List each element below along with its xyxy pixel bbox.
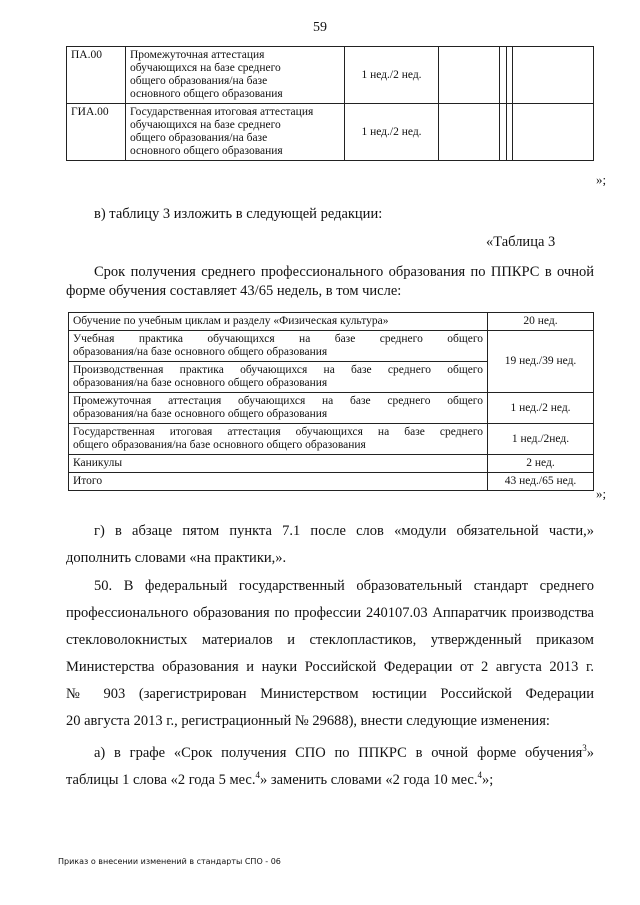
footnote-mark: 3 bbox=[582, 743, 587, 753]
table-1-closing-quote: »; bbox=[596, 172, 607, 187]
paragraph-50-line: Министерства образования и науки Российской Федерации от 2 августа 2013 г. bbox=[66, 659, 594, 675]
row-name-line: основного общего образования bbox=[130, 145, 283, 157]
empty-cell bbox=[500, 47, 507, 104]
page-number: 59 bbox=[313, 20, 327, 35]
row-duration: 1 нед./2 нед. bbox=[345, 47, 439, 104]
row-name-line: обучающихся на базе среднего bbox=[130, 62, 281, 74]
table-row bbox=[69, 313, 594, 331]
paragraph-v: в) таблицу 3 изложить в следующей редакции: bbox=[94, 206, 383, 222]
row-value: 2 нед. bbox=[488, 455, 594, 473]
table-row bbox=[69, 393, 594, 424]
table-row bbox=[69, 331, 594, 362]
row-name-line: обучающихся на базе среднего bbox=[130, 119, 281, 131]
row-value: 43 нед./65 нед. bbox=[488, 473, 594, 491]
table-1-fragment bbox=[66, 46, 594, 161]
empty-cell bbox=[439, 47, 500, 104]
paragraph-50-line: стекловолокнистых материалов и стеклопластиков, утвержденный приказом bbox=[66, 632, 594, 648]
row-name-line: Государственная итоговая аттестация bbox=[130, 106, 314, 118]
table-row bbox=[69, 455, 594, 473]
table-row bbox=[67, 104, 594, 161]
paragraph-a-text: »; bbox=[481, 771, 494, 788]
row-label-line: образования/на базе основного общего образования bbox=[73, 408, 328, 420]
row-label-line: образования/на базе основного общего образования bbox=[73, 377, 328, 389]
row-label-line: Производственная практика обучающихся на базе среднего общего bbox=[73, 364, 483, 376]
row-label-line: общего образования/на базе основного общего образования bbox=[73, 439, 366, 451]
paragraph-50-line: 50. В федеральный государственный образовательный стандарт среднего bbox=[94, 578, 594, 594]
empty-cell bbox=[513, 47, 594, 104]
row-label bbox=[69, 331, 488, 362]
row-label bbox=[69, 424, 488, 455]
row-label-line: Государственная итоговая аттестация обучающихся на базе среднего bbox=[73, 426, 483, 438]
row-name bbox=[126, 104, 345, 161]
row-value: 19 нед./39 нед. bbox=[488, 331, 594, 393]
row-value: 20 нед. bbox=[488, 313, 594, 331]
row-code: ПА.00 bbox=[67, 47, 126, 104]
paragraph-a-text: таблицы 1 слова «2 года 5 мес. bbox=[66, 771, 256, 788]
row-value: 1 нед./2 нед. bbox=[488, 393, 594, 424]
row-label-line: Учебная практика обучающихся на базе среднего общего bbox=[73, 333, 483, 345]
paragraph-50-line: 20 августа 2013 г., регистрационный № 29688), внести следующие изменения: bbox=[66, 713, 550, 729]
paragraph-g-line-2: дополнить словами «на практики,». bbox=[66, 550, 287, 566]
row-label bbox=[69, 393, 488, 424]
row-label-line: образования/на базе основного общего образования bbox=[73, 346, 328, 358]
row-label-line: Промежуточная аттестация обучающихся на базе среднего общего bbox=[73, 395, 483, 407]
paragraph-a-text: а) в графе «Срок получения СПО по ППКРС в очной форме обучения bbox=[94, 744, 583, 761]
empty-cell bbox=[513, 104, 594, 161]
row-label: Итого bbox=[69, 473, 488, 491]
paragraph-a-text: » bbox=[586, 744, 594, 761]
table-3 bbox=[68, 312, 594, 491]
row-label: Обучение по учебным циклам и разделу «Физическая культура» bbox=[69, 313, 488, 331]
footnote-mark: 4 bbox=[255, 770, 260, 780]
row-name-line: основного общего образования bbox=[130, 88, 283, 100]
row-name-line: общего образования/на базе bbox=[130, 132, 268, 144]
row-value: 1 нед./2нед. bbox=[488, 424, 594, 455]
row-label bbox=[69, 362, 488, 393]
footnote-mark: 4 bbox=[477, 770, 482, 780]
table-3-closing-quote: »; bbox=[596, 486, 607, 501]
table-row bbox=[67, 47, 594, 104]
paragraph-50-line: профессионального образования по профессии 240107.03 Аппаратчик производства bbox=[66, 605, 594, 621]
row-name-line: общего образования/на базе bbox=[130, 75, 268, 87]
table-3-intro-line-1: Срок получения среднего профессионального образования по ППКРС в очной bbox=[94, 264, 594, 280]
paragraph-g-line-1: г) в абзаце пятом пункта 7.1 после слов «модули обязательной части,» bbox=[94, 523, 594, 539]
table-3-intro-line-2: форме обучения составляет 43/65 недель, в том числе: bbox=[66, 283, 402, 299]
row-name-line: Промежуточная аттестация bbox=[130, 49, 265, 61]
row-code: ГИА.00 bbox=[67, 104, 126, 161]
row-duration: 1 нед./2 нед. bbox=[345, 104, 439, 161]
paragraph-a-line-2 bbox=[66, 767, 493, 789]
table-row bbox=[69, 424, 594, 455]
paragraph-a-text: » заменить словами «2 года 10 мес. bbox=[260, 771, 478, 788]
table-row bbox=[69, 473, 594, 491]
row-name bbox=[126, 47, 345, 104]
empty-cell bbox=[439, 104, 500, 161]
paragraph-a-line-1 bbox=[94, 740, 594, 762]
table-3-caption: «Таблица 3 bbox=[486, 234, 556, 250]
footer-text: Приказ о внесении изменений в стандарты СПО - 06 bbox=[58, 857, 281, 866]
empty-cell bbox=[500, 104, 507, 161]
paragraph-50-line: № 903 (зарегистрирован Министерством юстиции Российской Федерации bbox=[66, 686, 594, 702]
row-label: Каникулы bbox=[69, 455, 488, 473]
